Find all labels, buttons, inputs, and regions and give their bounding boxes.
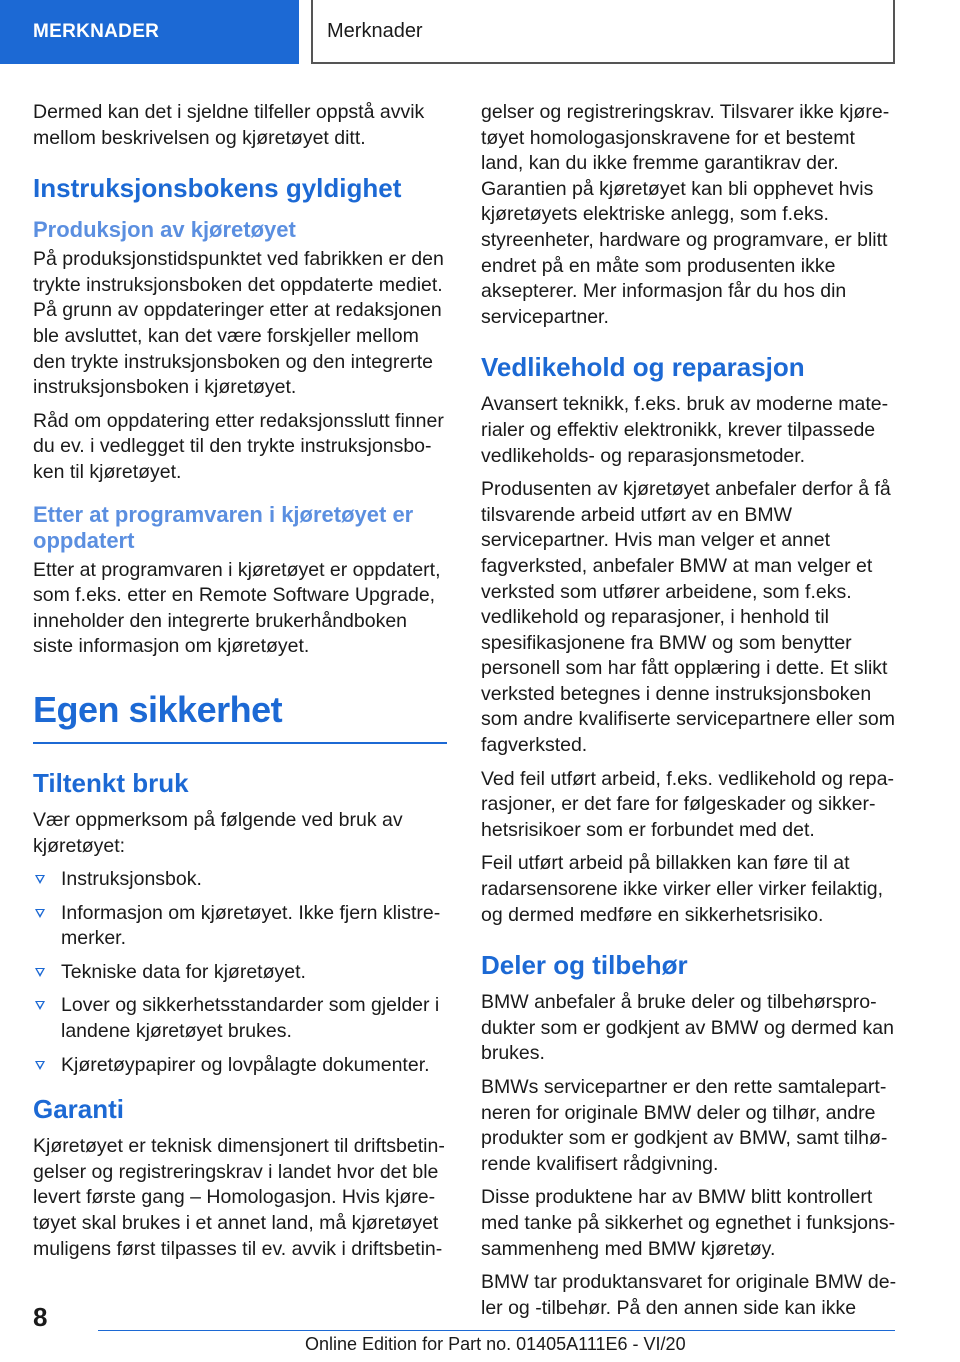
heading-rule <box>33 742 447 744</box>
production-paragraph-1: På produksjonstidspunktet ved fabrikken er den trykte instruksjonsboken det oppdaterte mediet. På grunn av oppdateringer etter at redaksjonen ble avsluttet, kan det være forskjeller mellom den trykte instruksjonsboken og den integrerte instruksjonsboken i kjøretøyet. <box>33 248 444 399</box>
parts-paragraph-3: Disse produktene har av BMW blitt kontrollert med tanke på sikkerhet og egnethet i funksjonssammenheng med BMW kjøretøy. <box>481 1186 896 1260</box>
triangle-bullet-icon <box>35 968 45 977</box>
page-header-title <box>311 0 895 64</box>
left-column <box>33 100 447 1270</box>
heading-maintenance: Vedlikehold og reparasjon <box>481 352 805 383</box>
triangle-bullet-icon <box>35 875 45 884</box>
maintenance-paragraph-3: Ved feil utført arbeid, f.eks. vedlikehold og reparasjoner, er det fare for følgeskader og sikkerhetsrisikoer som er forbundet med det. <box>481 767 894 841</box>
list-item <box>33 960 447 986</box>
right-column <box>481 100 899 1329</box>
heading-intended-use: Tiltenkt bruk <box>33 767 189 798</box>
production-paragraph-2: Råd om oppdatering etter redaksjonsslutt finner du ev. i vedlegget til den trykte instruksjonsboken til kjøretøyet. <box>33 409 444 483</box>
heading-validity: Instruksjonsbokens gyldighet <box>33 173 402 204</box>
triangle-bullet-icon <box>35 1061 45 1070</box>
intended-use-paragraph: Vær oppmerksom på følgende ved bruk av kjøretøyet: <box>33 808 403 857</box>
footer-rule <box>98 1330 895 1331</box>
heading-production: Produksjon av kjøretøyet <box>33 217 296 243</box>
list-item-text: Kjøretøypapirer og lovpålagte dokumenter. <box>61 1053 430 1076</box>
parts-paragraph-4: BMW tar produktansvaret for originale BMW deler og -tilbehør. På den annen side kan ikke <box>481 1271 897 1319</box>
heading-own-safety: Egen sikkerhet <box>33 688 283 730</box>
triangle-bullet-icon <box>35 1001 45 1010</box>
parts-paragraph-1: BMW anbefaler å bruke deler og tilbehørsprodukter som er godkjent av BMW og dermed kan brukes. <box>481 991 894 1065</box>
maintenance-paragraph-4: Feil utført arbeid på billakken kan føre til at radarsensorene ikke virker eller virker feilaktig, og dermed medføre en sikkerhetsrisiko. <box>481 852 884 926</box>
list-item-text: Lover og sikkerhetsstandarder som gjelder i landene kjøretøyet brukes. <box>61 994 440 1043</box>
list-item-text: Tekniske data for kjøretøyet. <box>61 960 306 983</box>
list-item <box>33 867 447 893</box>
maintenance-paragraph-1: Avansert teknikk, f.eks. bruk av moderne materialer og effektiv elektronikk, krever tilpassede vedlikeholds- og reparasjonsmetoder. <box>481 393 889 467</box>
list-item-text: Informasjon om kjøretøyet. Ikke fjern klistremerker. <box>61 901 441 950</box>
header-title-text: Merknader <box>327 19 423 42</box>
list-item <box>33 901 447 952</box>
list-item-text: Instruksjonsbok. <box>61 868 202 891</box>
page-number: 8 <box>33 1302 48 1332</box>
heading-parts-accessories: Deler og tilbehør <box>481 950 688 981</box>
warranty-continued-paragraph: gelser og registreringskrav. Tilsvarer ikke kjøretøyet homologasjonskravene for et bestemt land, kan du ikke fremme garantikrav der. Garantien på kjøretøyet kan bli opphevet hvis kjøretøyets elektriske anlegg, som f.eks. styreenheter, hardware og programvare, er blitt endret på en måte som produsenten ikke aksepterer. Mer informasjon får du hos din servicepartner. <box>481 101 890 328</box>
intended-use-list <box>33 867 447 1078</box>
heading-software-updated: Etter at programvaren i kjøretøyet er oppdatert <box>33 501 414 553</box>
parts-paragraph-2: BMWs servicepartner er den rette samtalepartneren for originale BMW deler og tilhør, andre produkter som er godkjent av BMW, samt tilhørende kvalifisert rådgivning. <box>481 1076 888 1175</box>
warranty-paragraph: Kjøretøyet er teknisk dimensjonert til driftsbetingelser og registreringskrav i landet hvor det ble levert første gang – Homologasjon. Hvis kjøretøyet skal brukes i et annet land, må kjøretøyet muligens først tilpasses til ev. avvik i driftsbetin- <box>33 1135 445 1260</box>
software-paragraph: Etter at programvaren i kjøretøyet er oppdatert, som f.eks. etter en Remote Software Upgrade, inneholder den integrerte brukerhåndboken siste informasjon om kjøretøyet. <box>33 558 441 658</box>
heading-warranty: Garanti <box>33 1094 125 1125</box>
list-item <box>33 1053 447 1079</box>
intro-paragraph: Dermed kan det i sjeldne tilfeller oppstå avvik mellom beskrivelsen og kjøretøyet ditt. <box>33 101 425 149</box>
list-item <box>33 993 447 1044</box>
maintenance-paragraph-2: Produsenten av kjøretøyet anbefaler derfor å få tilsvarende arbeid utført av en BMW servicepartner. Hvis man velger et annet fagverksted, anbefaler BMW at man velger et verksted som utfører arbeidene, som f.eks. vedlikehold og reparasjoner, i henhold til spesifikasjonene fra BMW og som benytter personell som har fått opplæring i dette. Et slikt verksted betegnes i denne instruksjonsboken som andre kvalifiserte servicepartnere eller som fagverksted. <box>481 478 895 757</box>
footer-edition: Online Edition for Part no. 01405A111E6 - VI/20 <box>305 1334 686 1354</box>
triangle-bullet-icon <box>35 909 45 918</box>
section-tab: MERKNADER <box>0 0 299 64</box>
